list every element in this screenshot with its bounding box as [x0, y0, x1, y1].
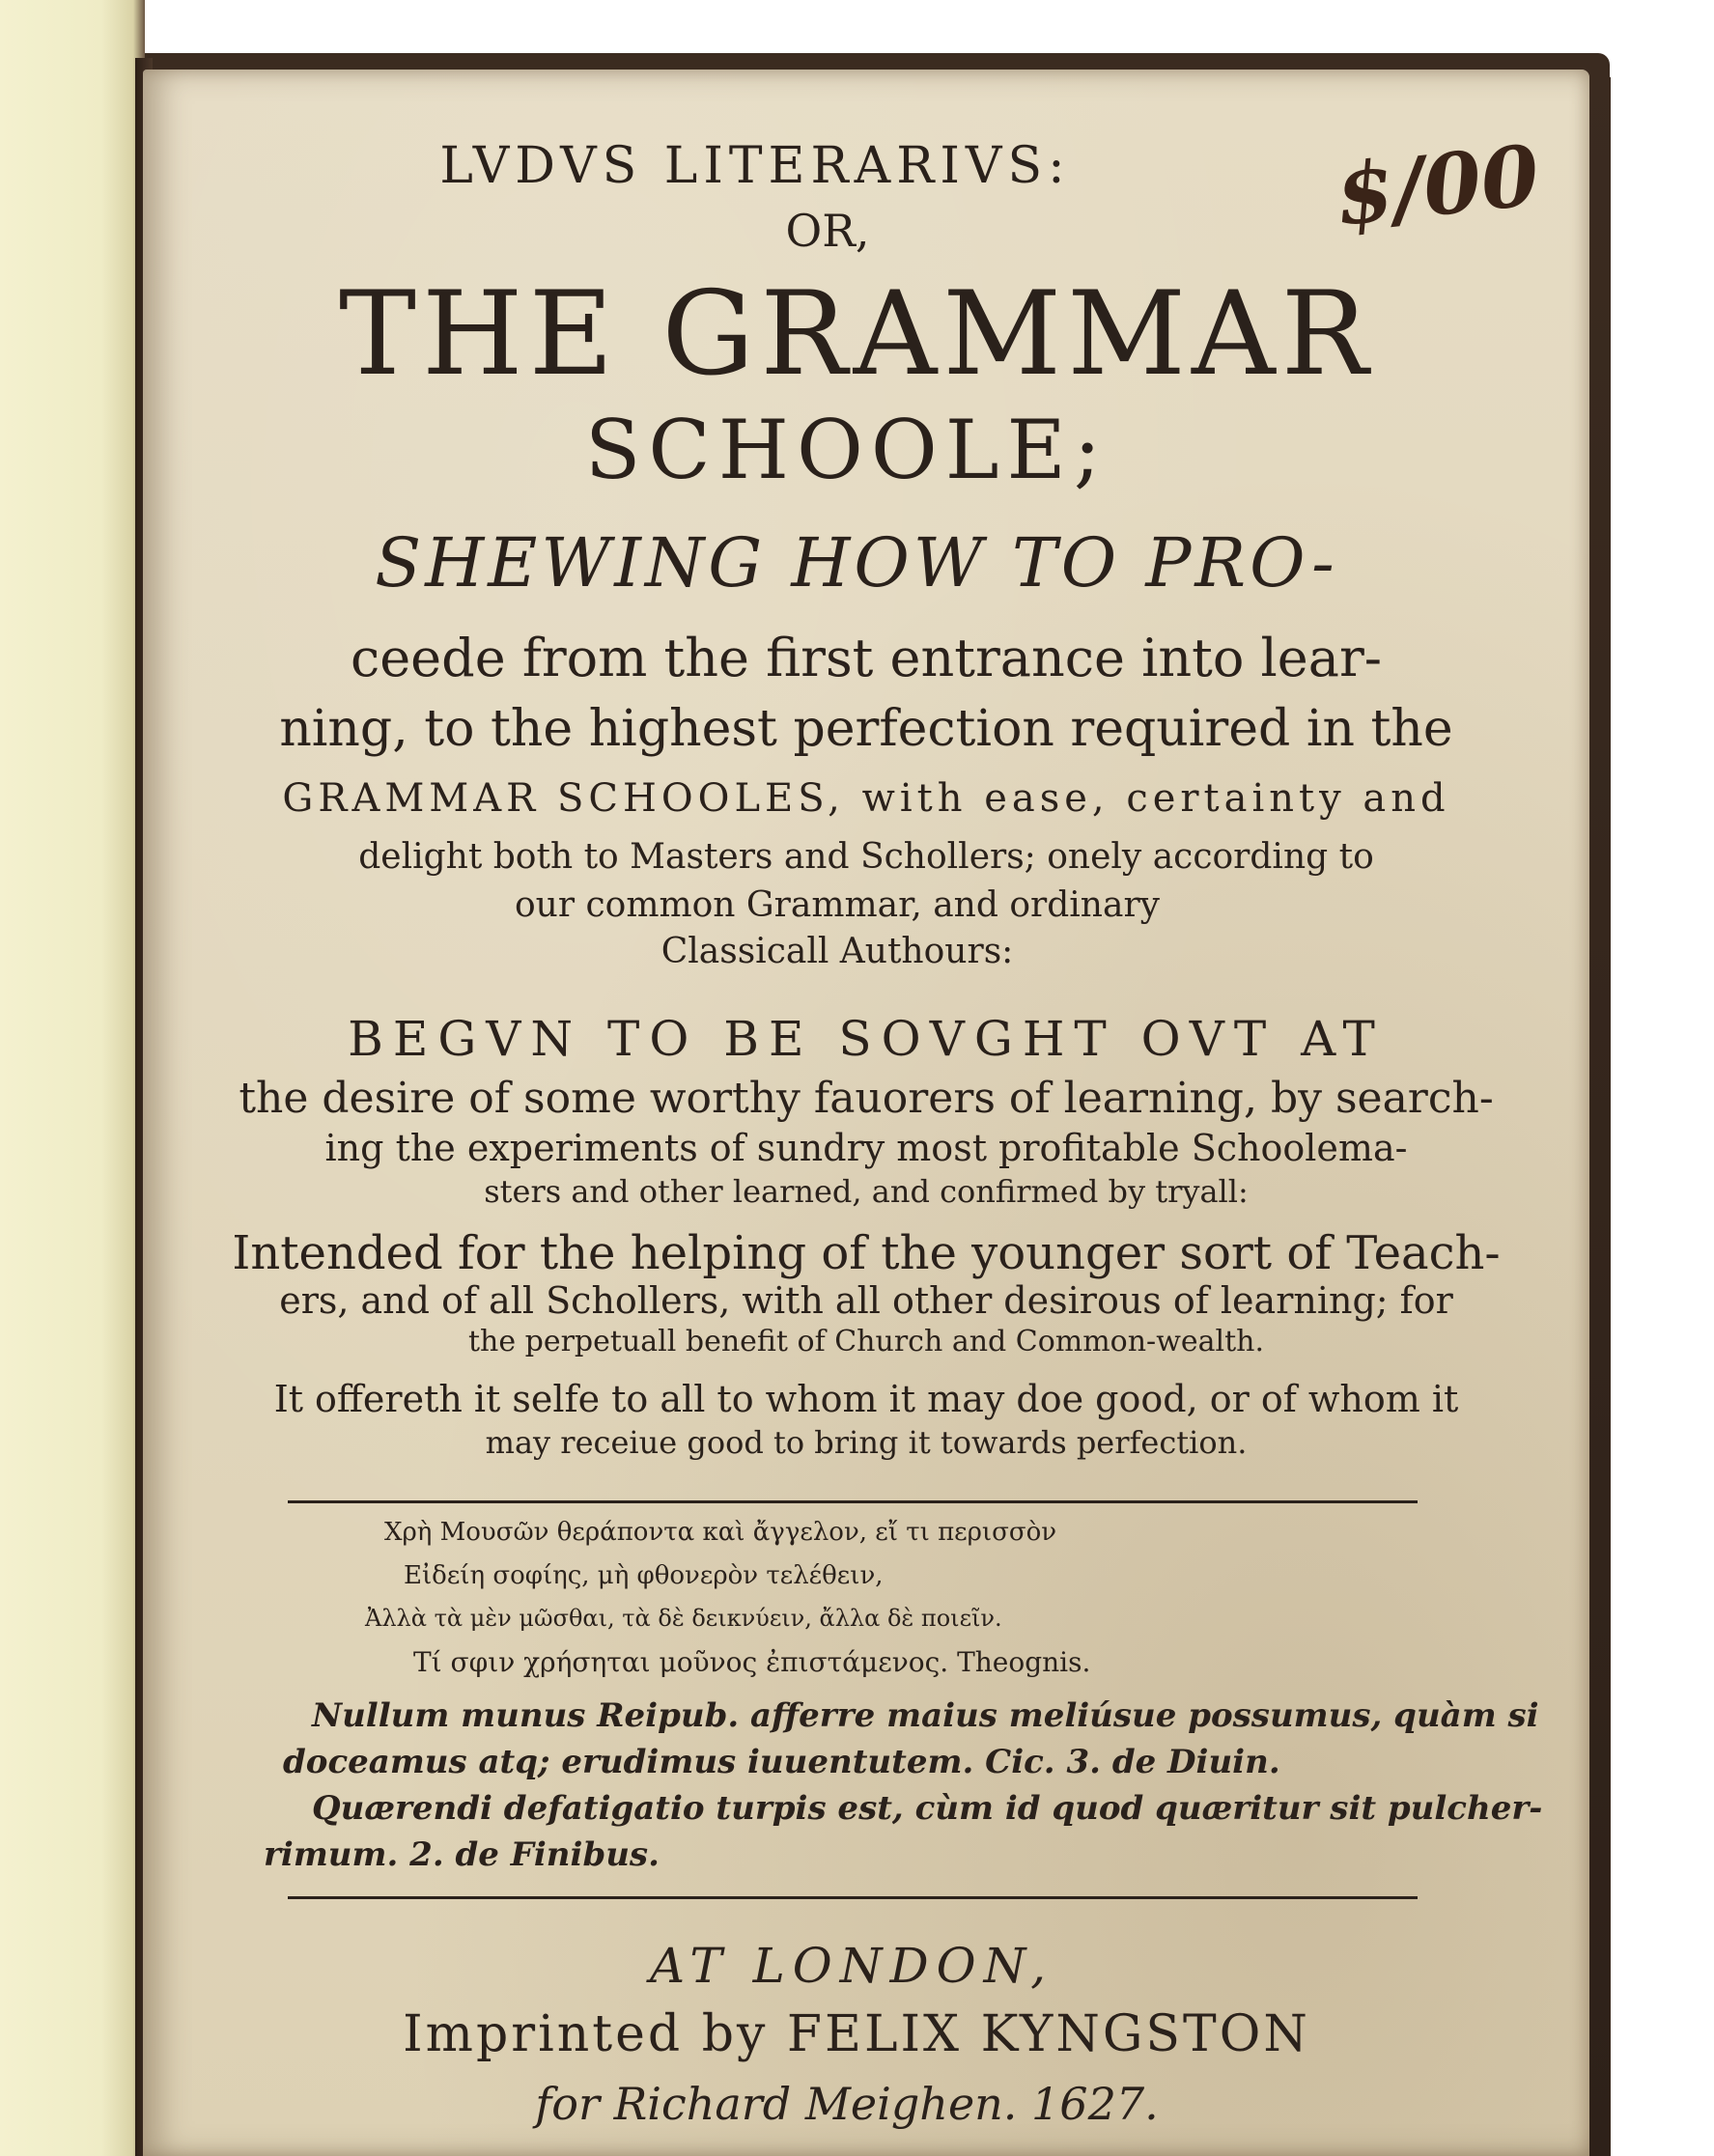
- body-line-6: ceede from the first entrance into lear-: [350, 628, 1383, 688]
- imprint-publisher: for Richard Meighen. 1627.: [535, 2078, 1159, 2130]
- body-line-12: BEGVN TO BE SOVGHT OVT AT: [348, 1011, 1385, 1067]
- body-line-17: ers, and of all Schollers, with all other desirous of learning; for: [279, 1279, 1453, 1322]
- greek-line-3: Ἀλλὰ τὰ μὲν μῶσθαι, τὰ δὲ δεικνύειν, ἄλλα δὲ ποιεῖν.: [365, 1605, 1002, 1632]
- body-line-14: ing the experiments of sundry most profitable Schoolema-: [324, 1127, 1408, 1169]
- imprint-city: AT LONDON,: [649, 1938, 1054, 1994]
- subtitle-shewing: SHEWING HOW TO PRO-: [375, 523, 1338, 602]
- rule-top: [288, 1500, 1418, 1503]
- title-page: [143, 70, 1589, 2156]
- title-or: OR,: [785, 205, 870, 257]
- greek-line-2: Εἰδείη σοφίης, μὴ φθονερὸν τελέθειν,: [404, 1561, 884, 1590]
- body-line-20: may receiue good to bring it towards perfection.: [485, 1424, 1248, 1461]
- latin-line-4: rimum. 2. de Finibus.: [264, 1835, 660, 1874]
- greek-line-4: Τί σφιν χρήσηται μοῦνος ἐπιστάμενος. Theognis.: [413, 1646, 1091, 1678]
- latin-line-3: Quærendi defatigatio turpis est, cùm id quod quæritur sit pulcher-: [312, 1789, 1543, 1828]
- title-main: THE GRAMMAR: [338, 267, 1375, 402]
- body-line-15: sters and other learned, and confirmed by tryall:: [484, 1173, 1249, 1210]
- body-line-11: Classicall Authours:: [660, 932, 1014, 971]
- endpaper-left: [0, 0, 145, 2156]
- body-line-10: our common Grammar, and ordinary: [514, 885, 1160, 925]
- body-line-9: delight both to Masters and Schollers; onely according to: [358, 837, 1374, 877]
- body-line-7: ning, to the highest perfection required in the: [279, 700, 1453, 758]
- latin-line-1: Nullum munus Reipub. afferre maius meliúsue possumus, quàm si: [312, 1696, 1539, 1735]
- body-line-19: It offereth it selfe to all to whom it may doe good, or of whom it: [273, 1378, 1459, 1420]
- body-line-8: GRAMMAR SCHOOLES, with ease, certainty and: [282, 776, 1450, 821]
- title-latin: LVDVS LITERARIVS:: [439, 137, 1071, 195]
- background-right: [1611, 0, 1714, 2156]
- title-schoole: SCHOOLE;: [584, 403, 1110, 497]
- latin-line-2: doceamus atq; erudimus iuuentutem. Cic. 3. de Diuin.: [283, 1743, 1280, 1781]
- body-line-16: Intended for the helping of the younger sort of Teach-: [232, 1226, 1501, 1280]
- greek-line-1: Χρὴ Μουσῶν θεράποντα καὶ ἄγγελον, εἴ τι περισσὸν: [384, 1518, 1057, 1547]
- imprint-printer: Imprinted by FELIX KYNGSTON: [403, 2005, 1310, 2063]
- handwritten-price: $/00: [1331, 126, 1544, 245]
- body-line-18: the perpetuall benefit of Church and Common-wealth.: [467, 1325, 1265, 1358]
- rule-bottom: [288, 1896, 1418, 1899]
- body-line-13: the desire of some worthy fauorers of learning, by search-: [239, 1074, 1494, 1123]
